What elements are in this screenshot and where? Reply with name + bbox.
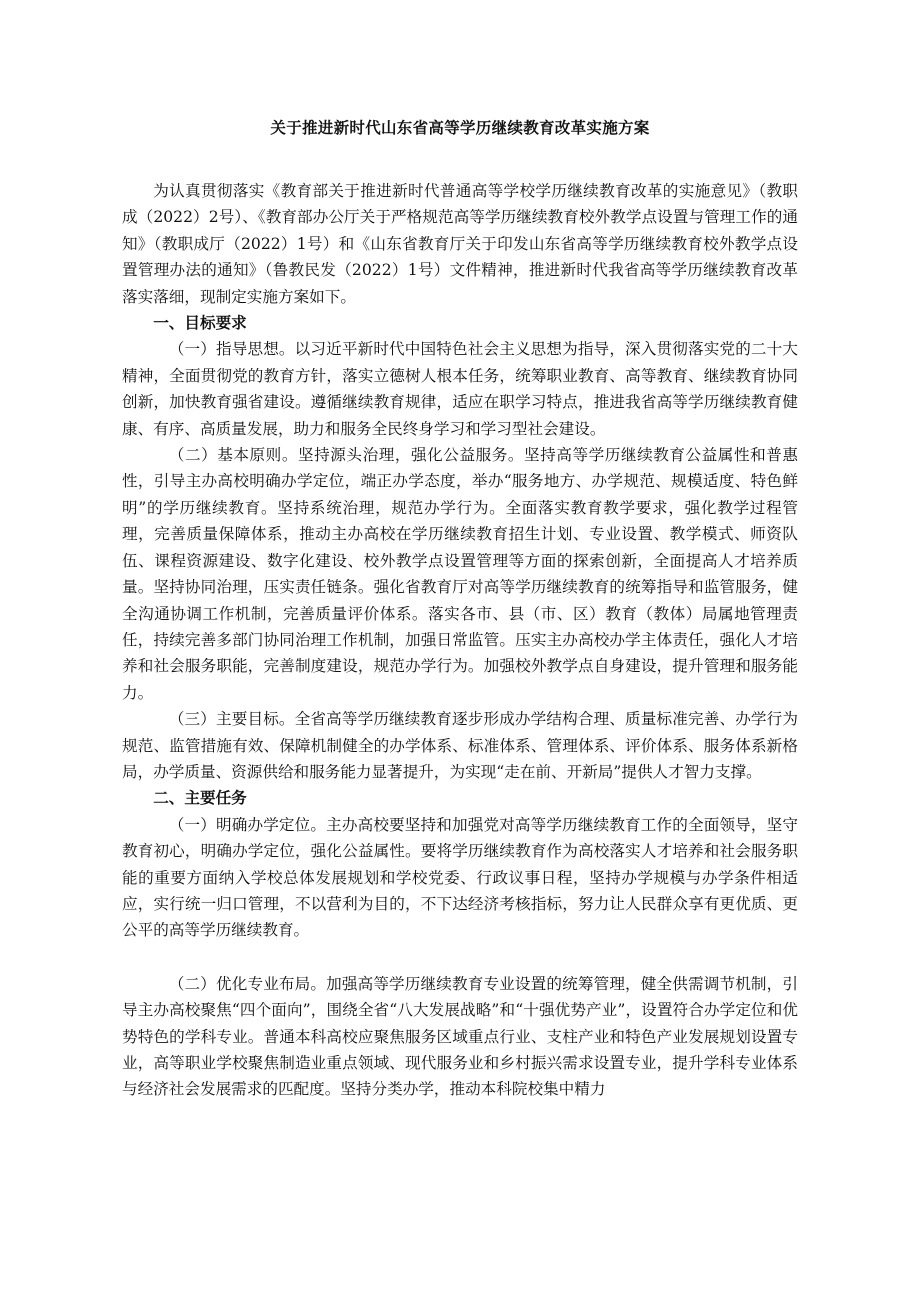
- section-heading-tasks: 二、主要任务: [153, 789, 247, 808]
- paragraph-major-layout: （二）优化专业布局。加强高等学历继续教育专业设置的统筹管理，健全供需调节机制，引导主办高校聚焦“四个面向”，围绕全省“八大发展战略”和“十强优势产业”，设置符合办学定位和优势特色的学科专业。普通本科高校应聚焦服务区域重点行业、支柱产业和特色产业发展规划设置专业，高等职业学校聚焦制造业重点领域、现代服务业和乡村振兴需求设置专业，提升学科专业体系与经济社会发展需求的匹配度。坚持分类办学，推动本科院校集中精力: [122, 974, 798, 1099]
- paragraph-basic-principles: （二）基本原则。坚持源头治理，强化公益服务。坚持高等学历继续教育公益属性和普惠性，引导主办高校明确办学定位，端正办学态度，举办“服务地方、办学规范、规模适度、特色鲜明”的学历继续教育。坚持系统治理，规范办学行为。全面落实教育教学要求，强化教学过程管理，完善质量保障体系，推动主办高校在学历继续教育招生计划、专业设置、教学模式、师资队伍、课程资源建设、数字化建设、校外教学点设置管理等方面的探索创新，全面提高人才培养质量。坚持协同治理，压实责任链条。强化省教育厅对高等学历继续教育的统筹指导和监管服务，健全沟通协调工作机制，完善质量评价体系。落实各市、县（市、区）教育（教体）局属地管理责任，持续完善多部门协同治理工作机制，加强日常监管。压实主办高校办学主体责任，强化人才培养和社会服务职能，完善制度建设，规范办学行为。加强校外教学点自身建设，提升管理和服务能力。: [122, 446, 798, 702]
- section-heading-goals: 一、目标要求: [153, 314, 247, 333]
- document-body: [122, 178, 798, 1103]
- document-title: 关于推进新时代山东省高等学历继续教育改革实施方案: [270, 119, 650, 137]
- paragraph-guiding-ideology: （一）指导思想。以习近平新时代中国特色社会主义思想为指导，深入贯彻落实党的二十大精神，全面贯彻党的教育方针，落实立德树人根本任务，统筹职业教育、高等教育、继续教育协同创新，加快教育强省建设。遵循继续教育规律，适应在职学习特点，推进我省高等学历继续教育健康、有序、高质量发展，助力和服务全民终身学习和学习型社会建设。: [122, 340, 798, 438]
- paragraph-main-goals: （三）主要目标。全省高等学历继续教育逐步形成办学结构合理、质量标准完善、办学行为规范、监管措施有效、保障机制健全的办学体系、标准体系、管理体系、评价体系、服务体系新格局，办学质量、资源供给和服务能力显著提升，为实现“走在前、开新局”提供人才智力支撑。: [122, 710, 798, 781]
- paragraph-positioning: （一）明确办学定位。主办高校要坚持和加强党对高等学历继续教育工作的全面领导，坚守教育初心，明确办学定位，强化公益属性。要将学历继续教育作为高校落实人才培养和社会服务职能的重要方面纳入学校总体发展规划和学校党委、行政议事日程，坚持办学规模与办学条件相适应，实行统一归口管理，不以营利为目的，不下达经济考核指标，努力让人民群众享有更优质、更公平的高等学历继续教育。: [122, 815, 798, 940]
- intro-paragraph: 为认真贯彻落实《教育部关于推进新时代普通高等学校学历继续教育改革的实施意见》（教职成（2022）2号）、《教育部办公厅关于严格规范高等学历继续教育校外教学点设置与管理工作的通知》（教职成厅（2022）1号）和《山东省教育厅关于印发山东省高等学历继续教育校外教学点设置管理办法的通知》（鲁教民发（2022）1号）文件精神，推进新时代我省高等学历继续教育改革落实落细，现制定实施方案如下。: [122, 182, 798, 306]
- paragraph-gap: [122, 944, 798, 971]
